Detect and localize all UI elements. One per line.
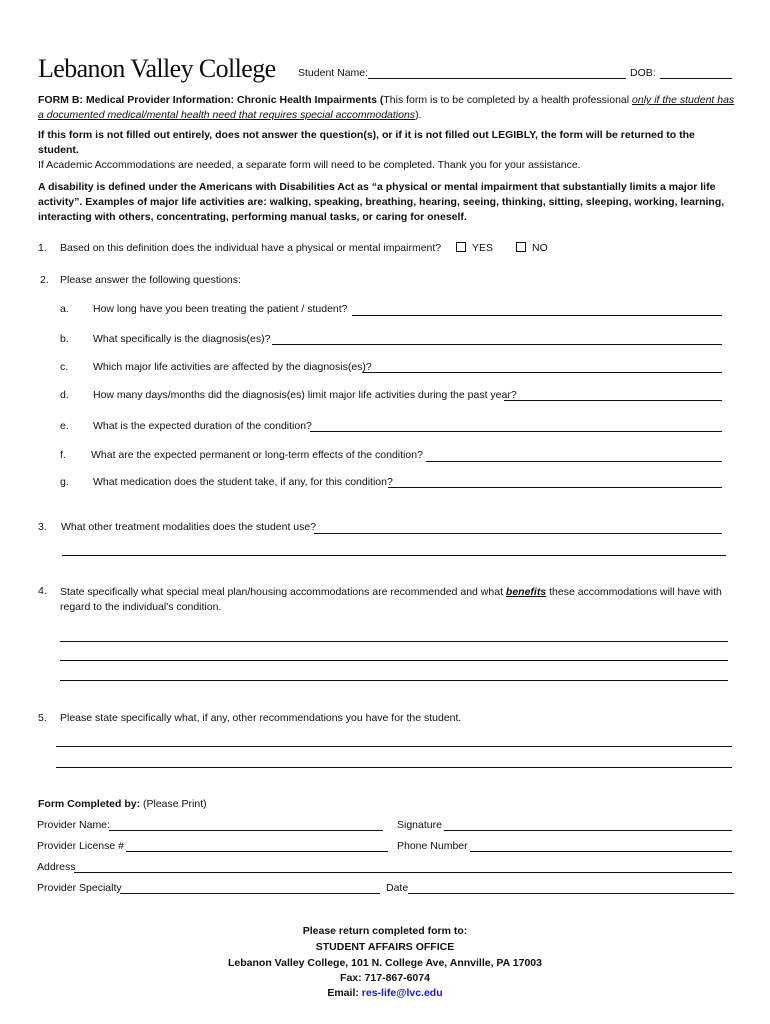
q4-text-d: regard to the individual's condition. (60, 601, 222, 613)
signature-label: Signature (397, 819, 442, 831)
office-email (0, 987, 770, 999)
checkbox-icon[interactable] (456, 242, 466, 252)
q1-number: 1. (38, 242, 47, 254)
email-label: Email: (327, 987, 362, 999)
completion-heading (38, 798, 207, 810)
q1-yes-label: YES (472, 242, 494, 254)
q2b-answer-field[interactable] (272, 344, 722, 345)
provider-specialty-label: Provider Specialty (37, 882, 122, 894)
q4-number: 4. (38, 585, 47, 597)
q3-number: 3. (38, 521, 47, 533)
office-address: Lebanon Valley College, 101 N. College Ave, Annville, PA 17003 (228, 957, 542, 969)
q4-benefits: benefits (505, 586, 547, 598)
provider-name-field[interactable] (109, 830, 383, 831)
q4-text-a: State specifically what special meal plan/housing accommodations are recommended and what (60, 586, 506, 598)
q5-number: 5. (38, 712, 47, 724)
q2b-text: What specifically is the diagnosis(es)? (93, 333, 271, 345)
q5-answer-line-2[interactable] (56, 767, 732, 768)
q2d-text: How many days/months did the diagnosis(es) limit major life activities during the past year? (93, 389, 517, 401)
provider-specialty-field[interactable] (120, 893, 380, 894)
q2-text: Please answer the following questions: (60, 274, 241, 286)
q2d-answer-field[interactable] (504, 400, 722, 401)
form-title (38, 93, 738, 123)
address-label: Address (37, 861, 76, 873)
provider-license-label: Provider License # (37, 840, 124, 852)
q1-no-option[interactable] (516, 242, 548, 254)
q2g-answer-field[interactable] (388, 487, 722, 488)
checkbox-icon[interactable] (516, 242, 526, 252)
office-name: STUDENT AFFAIRS OFFICE (315, 941, 455, 953)
q2b-letter: b. (60, 333, 69, 345)
q4-answer-line-3[interactable] (60, 680, 728, 681)
phone-number-label: Phone Number (397, 840, 468, 852)
q2f-letter: f. (60, 449, 66, 461)
provider-license-field[interactable] (126, 851, 388, 852)
q2a-letter: a. (60, 303, 69, 315)
q2g-letter: g. (60, 476, 69, 488)
q2c-text: Which major life activities are affected by the diagnosis(es)? (93, 361, 372, 373)
warning-bold: If this form is not filled out entirely, does not answer the question(s), or if it is not filled out LEGIBLY, the form will be returned to the student. (38, 129, 695, 156)
provider-name-label: Provider Name: (37, 819, 110, 831)
completion-heading-note: (Please Print) (140, 798, 207, 810)
college-logo: Lebanon Valley College (38, 54, 276, 83)
warning-text (38, 128, 738, 173)
completion-heading-bold: Form Completed by: (38, 798, 141, 810)
office-fax: Fax: 717-867-6074 (340, 972, 430, 984)
dob-label: DOB: (630, 67, 656, 79)
email-link[interactable]: res-life@lvc.edu (361, 987, 443, 999)
form-title-normal: This form is to be completed by a health professional (383, 94, 633, 106)
date-label: Date (386, 882, 409, 894)
q5-text: Please state specifically what, if any, other recommendations you have for the student. (60, 712, 462, 724)
q2c-answer-field[interactable] (362, 372, 722, 373)
q3-answer-line-2[interactable] (62, 555, 726, 556)
q2d-letter: d. (60, 389, 69, 401)
phone-number-field[interactable] (470, 851, 732, 852)
q1-yes-option[interactable] (456, 242, 493, 254)
q2e-text: What is the expected duration of the condition? (93, 420, 312, 432)
return-line: Please return completed form to: (302, 925, 468, 937)
q2g-text: What medication does the student take, if any, for this condition? (93, 476, 393, 488)
q2c-letter: c. (60, 361, 69, 373)
q1-text: Based on this definition does the individual have a physical or mental impairment? (60, 242, 442, 254)
q2-number: 2. (40, 274, 49, 286)
form-title-italic: only if the student has a documented medical/mental health need that requires special accommodations (38, 94, 735, 121)
warning-normal: If Academic Accommodations are needed, a separate form will need to be completed. Thank you for your assistance. (38, 159, 581, 171)
student-name-field[interactable] (368, 78, 626, 79)
q1-no-label: NO (532, 242, 548, 254)
address-field[interactable] (74, 872, 732, 873)
form-title-paren: ( (376, 94, 384, 106)
dob-field[interactable] (660, 78, 732, 79)
q2a-text: How long have you been treating the patient / student? (93, 303, 348, 315)
q2e-letter: e. (60, 420, 69, 432)
q4-text-c: these accommodations will have with (546, 586, 722, 598)
ada-definition: A disability is defined under the Americans with Disabilities Act as “a physical or mental impairment that substantially limits a major life activity”. Examples of major life activities are: walking, speaking, breathing, hearing, seeing, thinking, sitting, sleeping, working, learning, interacting with others, concentrating, performing manual tasks, or caring for oneself. (38, 181, 725, 223)
form-title-close: ). (415, 109, 422, 121)
q4-answer-line-2[interactable] (60, 660, 728, 661)
q4-answer-line-1[interactable] (60, 641, 728, 642)
q3-text: What other treatment modalities does the student use? (61, 521, 317, 533)
date-field[interactable] (408, 893, 734, 894)
q3-answer-field[interactable] (314, 533, 722, 534)
q2a-answer-field[interactable] (352, 315, 722, 316)
q2f-text: What are the expected permanent or long-term effects of the condition? (91, 449, 423, 461)
student-name-label: Student Name: (298, 67, 369, 79)
q4-text (60, 585, 722, 615)
signature-field[interactable] (444, 830, 732, 831)
q5-answer-line-1[interactable] (56, 746, 732, 747)
form-title-bold: FORM B: Medical Provider Information: Chronic Health Impairments (38, 94, 377, 106)
q2e-answer-field[interactable] (310, 431, 722, 432)
q2f-answer-field[interactable] (426, 461, 722, 462)
